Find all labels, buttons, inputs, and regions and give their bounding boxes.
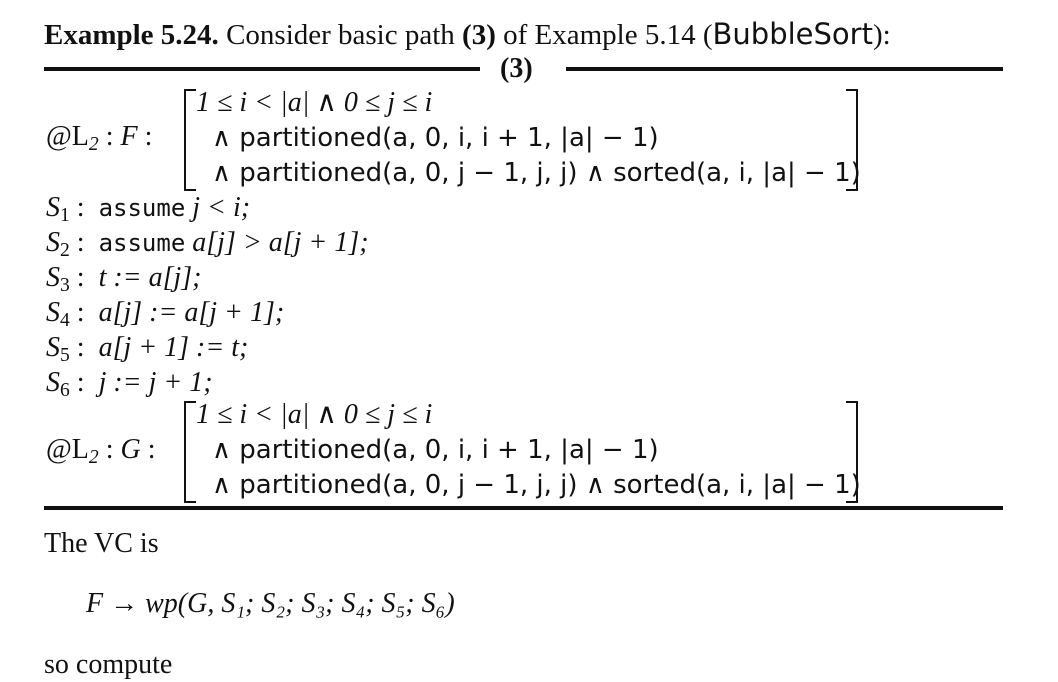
statement-s3: $S_3$ : t := a[j]; <box>46 262 202 296</box>
formula-sep: : <box>140 434 156 465</box>
statement-s2: $S_2$ : assume a[j] > a[j + 1]; <box>46 227 369 261</box>
stmt-label: S <box>46 262 60 293</box>
stmt-code: a[j] := a[j + 1]; <box>98 297 285 328</box>
example-text-3: ): <box>872 19 891 51</box>
stmt-sub: 2 <box>60 239 70 261</box>
precondition-location <box>46 120 152 162</box>
stmt-label: S <box>46 297 60 328</box>
stmt-code: t := a[j]; <box>98 262 202 293</box>
closing-text: so compute <box>44 649 173 680</box>
bottom-rule <box>44 506 1003 510</box>
post-line-2: ∧ partitioned(a, 0, i, i + 1, |a| − 1) <box>212 435 659 465</box>
location-at: @L <box>46 434 89 465</box>
stmt-sub: 4 <box>60 309 70 331</box>
top-rule-right <box>566 67 1003 71</box>
stmt-code: a[j + 1] := t; <box>98 332 249 363</box>
example-text-2: of Example 5.14 ( <box>495 19 713 51</box>
stmt-sub: 6 <box>60 379 70 401</box>
stmt-sub: 5 <box>60 344 70 366</box>
program-name: BubbleSort <box>712 17 873 51</box>
stmt-sub: 1 <box>60 204 70 226</box>
stmt-label: S <box>46 227 60 258</box>
stmt-keyword: assume <box>98 229 186 257</box>
stmt-sub: 3 <box>60 274 70 296</box>
stmt-code: j := j + 1; <box>98 367 213 398</box>
post-bracket-left <box>184 401 196 503</box>
post-line-1: 1 ≤ i < |a| ∧ 0 ≤ j ≤ i <box>196 399 433 430</box>
stmt-code: j < i; <box>185 192 251 223</box>
location-sep: : <box>98 121 121 152</box>
example-heading <box>44 16 891 53</box>
pre-line-3: ∧ partitioned(a, 0, j − 1, j, j) ∧ sorted(a, i, |a| − 1) <box>212 158 861 188</box>
example-text: Consider basic path <box>218 19 463 51</box>
location-sep: : <box>98 434 121 465</box>
stmt-label: S <box>46 332 60 363</box>
vc-intro: The VC is <box>44 528 159 559</box>
statement-s1: $S_1$ : assume j < i; <box>46 192 251 226</box>
location-sub: 2 <box>88 133 99 155</box>
top-rule-left <box>44 67 480 71</box>
statement-s4: $S_4$ : a[j] := a[j + 1]; <box>46 297 285 331</box>
path-label: (3) <box>500 53 533 84</box>
pre-bracket-left <box>184 89 196 191</box>
pre-line-1: 1 ≤ i < |a| ∧ 0 ≤ j ≤ i <box>196 87 433 118</box>
pre-line-2: ∧ partitioned(a, 0, i, i + 1, |a| − 1) <box>212 123 659 153</box>
example-label: Example 5.24. <box>44 19 219 51</box>
stmt-label: S <box>46 192 60 223</box>
statement-s6: $S_6$ : j := j + 1; <box>46 367 213 401</box>
stmt-label: S <box>46 367 60 398</box>
post-line-3: ∧ partitioned(a, 0, j − 1, j, j) ∧ sorted(a, i, |a| − 1) <box>212 470 861 500</box>
path-ref: (3) <box>462 19 496 51</box>
postcondition-location <box>46 433 155 475</box>
stmt-keyword: assume <box>98 194 186 222</box>
stmt-code: a[j] > a[j + 1]; <box>185 227 369 258</box>
location-at: @L <box>46 121 89 152</box>
vc-formula: F → wp(G, S₁; S₂; S₃; S₄; S₅; S₆) <box>86 588 455 619</box>
formula-sep: : <box>137 121 153 152</box>
formula-name-f: F <box>120 121 138 152</box>
formula-name-g: G <box>120 434 141 465</box>
location-sub: 2 <box>88 446 99 468</box>
statement-s5: $S_5$ : a[j + 1] := t; <box>46 332 249 366</box>
